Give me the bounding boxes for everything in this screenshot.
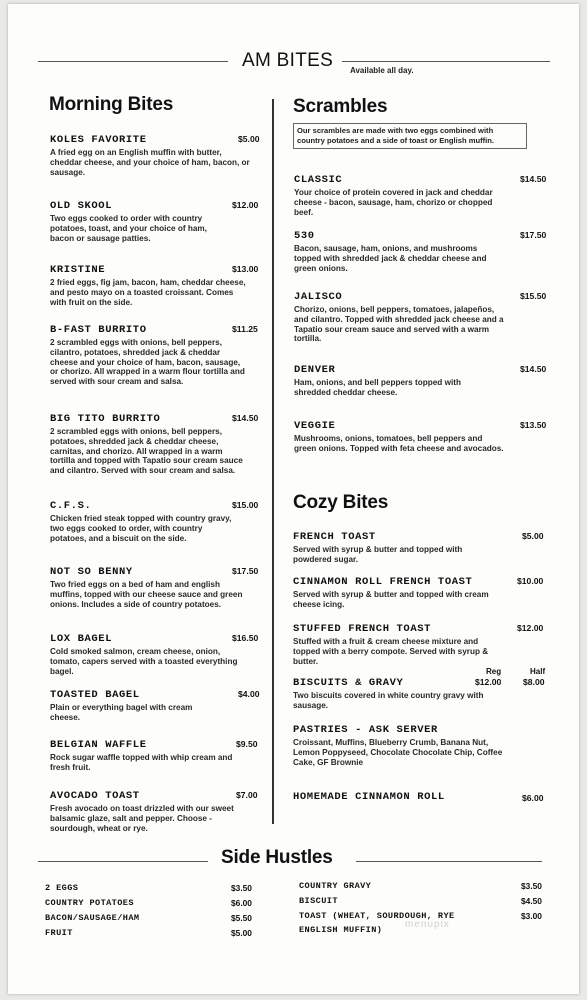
item-price: $16.50 [232, 633, 259, 643]
side-item-price: $5.00 [231, 928, 252, 938]
item-description: 2 fried eggs, fig jam, bacon, ham, cheddar cheese, and pesto mayo on a toasted croissant. Comes with fruit on the side. [50, 278, 246, 307]
item-description: Plain or everything bagel with cream cheese. [50, 703, 193, 722]
item-name: KOLES FAVORITE [50, 134, 147, 146]
item-price: $12.00 [232, 200, 259, 210]
half-label: Half [530, 667, 546, 676]
item-name: C.F.S. [50, 500, 92, 512]
item-description: Chicken fried steak topped with country gravy, two eggs cooked to order, with country potatoes, and a biscuit on the side. [50, 514, 232, 543]
item-name: LOX BAGEL [50, 633, 113, 645]
side-item-name: COUNTRY GRAVY [299, 881, 372, 891]
item-name: 530 [294, 230, 315, 242]
item-name: DENVER [294, 364, 336, 376]
item-description: Ham, onions, and bell peppers topped with shredded cheddar cheese. [294, 378, 461, 397]
item-name: BIG TITO BURRITO [50, 413, 161, 425]
availability-note: Available all day. [350, 66, 414, 75]
menu-item [293, 724, 553, 767]
item-price: $9.50 [236, 739, 258, 749]
item-name: STUFFED FRENCH TOAST [293, 623, 432, 635]
item-price: $7.00 [236, 790, 258, 800]
item-description: 2 scrambled eggs with onions, bell peppers, cilantro, potatoes, shredded jack & cheddar cheese and your choice of ham, bacon, sausage, or chorizo. All wrapped in a warm flour tortilla and served with sour cream and salsa. [50, 338, 245, 387]
item-price: $17.50 [232, 566, 259, 576]
item-price: $14.50 [232, 413, 259, 423]
watermark: menupix [405, 919, 450, 930]
item-description: Cold smoked salmon, cream cheese, onion, tomato, capers served with a toasted everything bagel. [50, 647, 238, 676]
item-price: $13.00 [232, 264, 259, 274]
item-name: TOASTED BAGEL [50, 689, 140, 701]
item-name: KRISTINE [50, 264, 106, 276]
menu-item [50, 200, 262, 243]
menu-item [293, 677, 553, 711]
side-item-name: BISCUIT [299, 896, 338, 906]
item-name: HOMEMADE CINNAMON ROLL [293, 791, 445, 803]
item-description: Served with syrup & butter and topped with cream cheese icing. [293, 590, 489, 609]
side-item-name: COUNTRY POTATOES [45, 898, 134, 908]
item-price: $10.00 [517, 576, 544, 586]
menu-item [50, 739, 262, 773]
item-description: Two biscuits covered in white country gravy with sausage. [293, 691, 484, 710]
item-description: Bacon, sausage, ham, onions, and mushrooms topped with shredded jack & cheddar cheese and green onions. [294, 244, 487, 273]
item-description: Croissant, Muffins, Blueberry Crumb, Banana Nut, Lemon Poppyseed, Chocolate Chocolate Chip, Coffee Cake, GF Brownie [293, 738, 503, 767]
item-price-half: $8.00 [523, 677, 545, 687]
item-description: Fresh avocado on toast drizzled with our sweet balsamic glaze, salt and pepper. Choose - sourdough, wheat or rye. [50, 804, 234, 833]
item-price: $5.00 [522, 531, 544, 541]
menu-item [293, 791, 553, 803]
sides-rule-left [38, 861, 208, 862]
menu-item [293, 623, 553, 666]
sides-rule-right [356, 861, 542, 862]
item-name: CINNAMON ROLL FRENCH TOAST [293, 576, 473, 588]
side-item-price: $3.50 [231, 883, 252, 893]
item-description: 2 scrambled eggs with onions, bell peppers, potatoes, shredded jack & cheddar cheese, carnitas, and chorizo. All wrapped in a warm tortilla and topped with Tapatio sour cream sauce and cilantro. Served with sour cream and salsa. [50, 427, 243, 476]
menu-page [8, 4, 579, 994]
menu-item [50, 689, 262, 723]
item-price: $14.50 [520, 364, 547, 374]
item-price: $15.00 [232, 500, 259, 510]
side-item-name: FRUIT [45, 928, 73, 938]
item-price: $15.50 [520, 291, 547, 301]
item-price: $4.00 [238, 689, 260, 699]
item-price: $17.50 [520, 230, 547, 240]
item-price: $11.25 [232, 324, 258, 334]
menu-item [50, 566, 262, 609]
item-name: B-FAST BURRITO [50, 324, 147, 336]
menu-item [50, 264, 262, 307]
item-name: NOT SO BENNY [50, 566, 133, 578]
item-name: JALISCO [294, 291, 343, 303]
item-name: BISCUITS & GRAVY [293, 677, 404, 689]
item-name: FRENCH TOAST [293, 531, 376, 543]
side-item-name: ENGLISH MUFFIN) [299, 925, 383, 935]
side-item-name: 2 EGGS [45, 883, 79, 893]
scrambles-note: Our scrambles are made with two eggs combined with country potatoes and a side of toast or English muffin. [293, 123, 527, 149]
item-name: VEGGIE [294, 420, 336, 432]
item-name: PASTRIES - ASK SERVER [293, 724, 438, 736]
menu-item [293, 531, 553, 565]
menu-item [294, 291, 554, 344]
item-description: Mushrooms, onions, tomatoes, bell peppers and green onions. Topped with feta cheese and avocados. [294, 434, 504, 453]
item-description: Served with syrup & butter and topped with powdered sugar. [293, 545, 463, 564]
side-item-price: $6.00 [231, 898, 252, 908]
section-title-scrambles: Scrambles [293, 96, 388, 117]
menu-item [294, 364, 554, 398]
section-title-cozy-bites: Cozy Bites [293, 492, 389, 513]
item-price: $13.50 [520, 420, 547, 430]
item-description: Two eggs cooked to order with country potatoes, toast, and your choice of ham, bacon or sausage patties. [50, 214, 207, 243]
column-divider [272, 99, 274, 824]
side-item-name: BACON/SAUSAGE/HAM [45, 913, 140, 923]
menu-item [50, 134, 262, 177]
item-price-reg: $12.00 [475, 677, 502, 687]
menu-item [294, 174, 554, 217]
item-description: Rock sugar waffle topped with whip cream and fresh fruit. [50, 753, 233, 772]
side-item-name: TOAST (WHEAT, SOURDOUGH, RYE [299, 911, 455, 921]
header-rule-left [38, 61, 228, 62]
header-rule-right [342, 61, 550, 62]
menu-item [50, 790, 262, 833]
item-description: Chorizo, onions, bell peppers, tomatoes, jalapeños, and cilantro. Topped with shredded jack cheese and a Tapatio sour cream sauce and served with a warm tortilla. [294, 305, 504, 344]
item-description: Two fried eggs on a bed of ham and english muffins, topped with our cheese sauce and green onions. Includes a side of country potatoes. [50, 580, 243, 609]
item-description: Stuffed with a fruit & cream cheese mixture and topped with a berry compote. Served with syrup & butter. [293, 637, 489, 666]
item-name: CLASSIC [294, 174, 343, 186]
side-item-price: $3.50 [521, 881, 542, 891]
item-description: Your choice of protein covered in jack and cheddar cheese - bacon, sausage, ham, chorizo or chopped beef. [294, 188, 493, 217]
item-description: A fried egg on an English muffin with butter, cheddar cheese, and your choice of ham, bacon, or sausage. [50, 148, 250, 177]
section-title-side-hustles: Side Hustles [221, 847, 333, 868]
menu-item [293, 576, 553, 610]
section-title-morning-bites: Morning Bites [49, 94, 174, 115]
item-name: AVOCADO TOAST [50, 790, 140, 802]
menu-item [50, 500, 262, 543]
menu-item [50, 633, 262, 676]
item-price: $14.50 [520, 174, 547, 184]
item-name: BELGIAN WAFFLE [50, 739, 147, 751]
reg-label: Reg [486, 667, 502, 676]
item-name: OLD SKOOL [50, 200, 113, 212]
menu-item [50, 413, 262, 476]
menu-item [294, 420, 554, 454]
side-item-price: $5.50 [231, 913, 252, 923]
menu-item [294, 230, 554, 273]
item-price: $12.00 [517, 623, 544, 633]
menu-title: AM BITES [242, 50, 334, 71]
item-price: $5.00 [238, 134, 260, 144]
menu-item [50, 324, 262, 387]
side-item-price: $3.00 [521, 911, 542, 921]
item-price: $6.00 [522, 793, 544, 803]
side-item-price: $4.50 [521, 896, 542, 906]
